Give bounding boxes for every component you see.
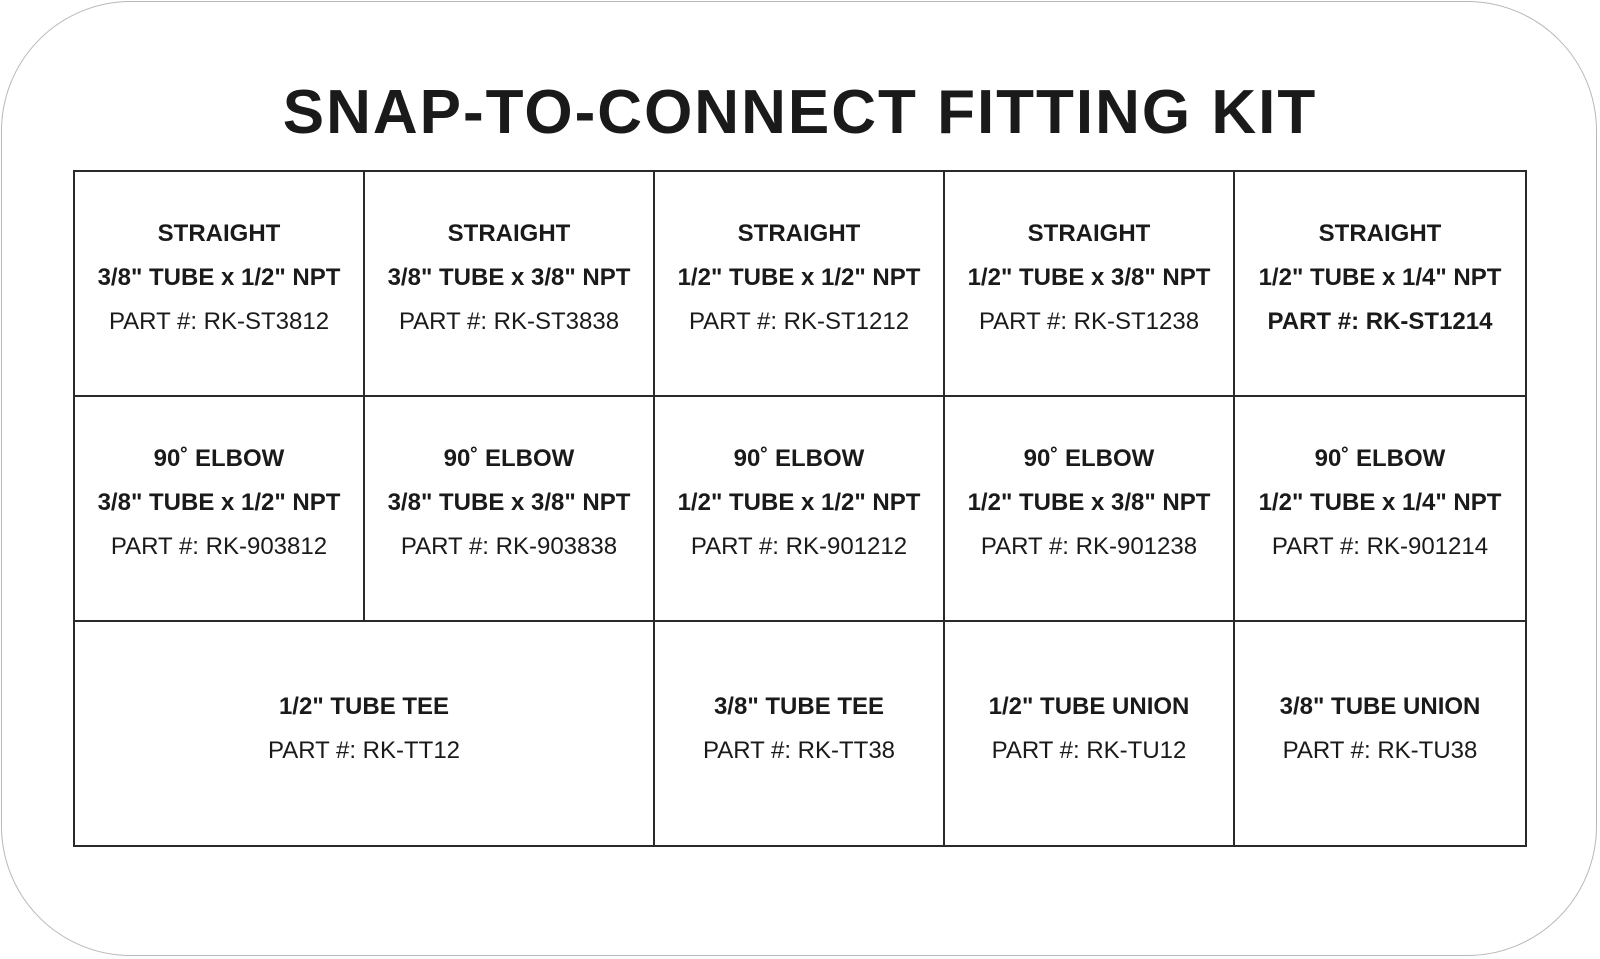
fitting-size: 1/2" TUBE x 3/8" NPT <box>967 263 1211 291</box>
fitting-type: 90˚ ELBOW <box>443 444 575 472</box>
part-number: PART #: RK-901214 <box>1271 532 1489 560</box>
fitting-type: 90˚ ELBOW <box>1314 444 1446 472</box>
part-number: PART #: RK-ST3838 <box>398 307 620 335</box>
fitting-size: 1/2" TUBE x 1/4" NPT <box>1258 488 1502 516</box>
fitting-size: 3/8" TUBE x 3/8" NPT <box>387 263 631 291</box>
part-number: PART #: RK-901212 <box>690 532 908 560</box>
part-number: PART #: RK-903838 <box>400 532 618 560</box>
fitting-cell-straight-1214 <box>1235 172 1525 397</box>
fitting-size: 1/2" TUBE x 1/4" NPT <box>1258 263 1502 291</box>
fitting-cell-tee-38 <box>655 622 945 847</box>
part-number: PART #: RK-901238 <box>980 532 1198 560</box>
part-number: PART #: RK-ST3812 <box>108 307 330 335</box>
fitting-cell-elbow-1238 <box>945 397 1235 622</box>
fitting-cell-union-12 <box>945 622 1235 847</box>
fitting-cell-elbow-3838 <box>365 397 655 622</box>
fitting-type: STRAIGHT <box>737 219 861 247</box>
fitting-cell-elbow-3812 <box>75 397 365 622</box>
part-number: PART #: RK-ST1212 <box>688 307 910 335</box>
part-number: PART #: RK-TT12 <box>267 736 461 764</box>
fitting-cell-straight-3812 <box>75 172 365 397</box>
fitting-type: 90˚ ELBOW <box>1023 444 1155 472</box>
fitting-size: 1/2" TUBE x 1/2" NPT <box>677 488 921 516</box>
fitting-type: 1/2" TUBE UNION <box>988 692 1190 720</box>
fitting-size: 1/2" TUBE x 1/2" NPT <box>677 263 921 291</box>
part-number: PART #: RK-903812 <box>110 532 328 560</box>
fitting-size: 3/8" TUBE x 3/8" NPT <box>387 488 631 516</box>
part-number: PART #: RK-ST1214 <box>1267 307 1493 335</box>
fitting-type: STRAIGHT <box>1318 219 1442 247</box>
fitting-size: 3/8" TUBE x 1/2" NPT <box>97 263 341 291</box>
fitting-cell-straight-3838 <box>365 172 655 397</box>
part-number: PART #: RK-TT38 <box>702 736 896 764</box>
fitting-type: 3/8" TUBE UNION <box>1279 692 1481 720</box>
fitting-size: 1/2" TUBE x 3/8" NPT <box>967 488 1211 516</box>
fitting-type: STRAIGHT <box>157 219 281 247</box>
fitting-cell-straight-1238 <box>945 172 1235 397</box>
fitting-cell-straight-1212 <box>655 172 945 397</box>
part-number: PART #: RK-TU12 <box>991 736 1187 764</box>
fitting-size: 3/8" TUBE x 1/2" NPT <box>97 488 341 516</box>
fitting-type: 90˚ ELBOW <box>733 444 865 472</box>
fitting-type: 90˚ ELBOW <box>153 444 285 472</box>
fitting-grid <box>73 170 1527 847</box>
part-number: PART #: RK-TU38 <box>1282 736 1478 764</box>
fitting-cell-tee-12 <box>75 622 655 847</box>
fitting-type: 3/8" TUBE TEE <box>713 692 885 720</box>
fitting-cell-union-38 <box>1235 622 1525 847</box>
fitting-type: 1/2" TUBE TEE <box>278 692 450 720</box>
fitting-type: STRAIGHT <box>1027 219 1151 247</box>
fitting-cell-elbow-1212 <box>655 397 945 622</box>
page-title: SNAP-TO-CONNECT FITTING KIT <box>282 78 1318 147</box>
part-number: PART #: RK-ST1238 <box>978 307 1200 335</box>
fitting-cell-elbow-1214 <box>1235 397 1525 622</box>
fitting-type: STRAIGHT <box>447 219 571 247</box>
